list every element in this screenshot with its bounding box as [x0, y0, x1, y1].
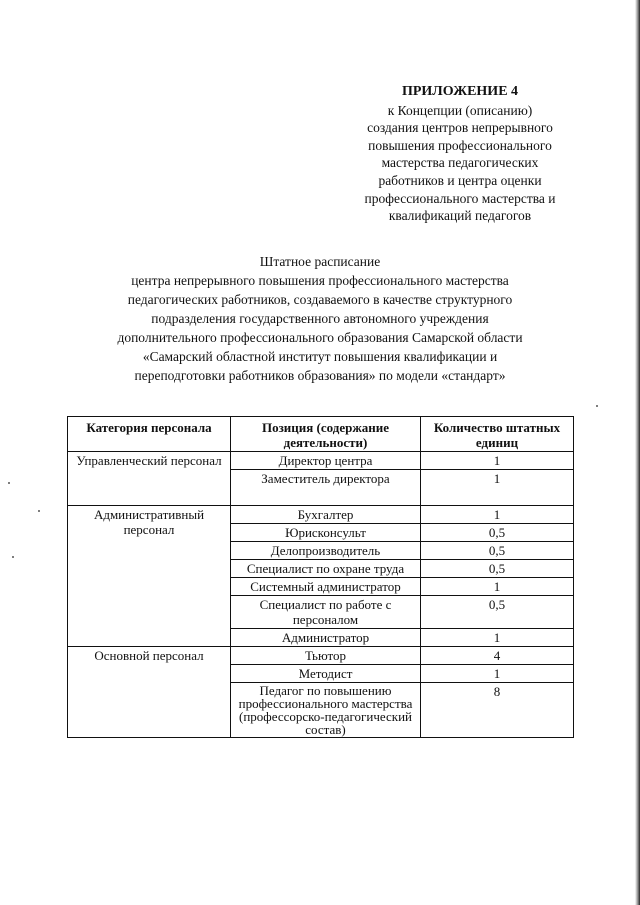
title-line: педагогических работников, создаваемого в качестве структурного [127, 292, 513, 307]
position-cell: Администратор [231, 629, 421, 647]
header-count: Количество штатных единиц [421, 417, 574, 452]
position-cell: Системный администратор [231, 578, 421, 596]
count-cell: 0,5 [421, 560, 574, 578]
appendix-line: работников и центра оценки [378, 172, 542, 188]
title-line: подразделения государственного автономного учреждения [151, 311, 489, 326]
position-cell: Педагог по повышению профессионального мастерства (профессорско-педагогический состав) [231, 683, 421, 738]
position-cell: Директор центра [231, 452, 421, 470]
count-cell: 0,5 [421, 596, 574, 629]
position-cell: Делопроизводитель [231, 542, 421, 560]
position-cell: Специалист по охране труда [231, 560, 421, 578]
position-cell: Специалист по работе с персоналом [231, 596, 421, 629]
title-line: Штатное расписание [259, 254, 381, 269]
appendix-line: создания центров непрерывного [367, 120, 553, 136]
count-cell: 1 [421, 506, 574, 524]
staffing-table [67, 416, 574, 738]
appendix-line: к Концепции (описанию) [387, 102, 533, 118]
scan-speck [8, 482, 10, 484]
category-cell: Административный персонал [68, 506, 231, 647]
position-cell: Юрисконсульт [231, 524, 421, 542]
title-line: «Самарский областной институт повышения квалификации и [142, 349, 498, 364]
header-category: Категория персонала [68, 417, 231, 452]
table-row [68, 452, 574, 470]
count-cell: 8 [421, 683, 574, 738]
appendix-line: мастерства педагогических [381, 155, 539, 171]
position-cell: Заместитель директора [231, 470, 421, 506]
appendix-line: повышения профессионального [368, 137, 552, 153]
table-row [68, 506, 574, 524]
appendix-line: квалификаций педагогов [388, 208, 532, 224]
appendix-line: профессионального мастерства и [364, 190, 556, 206]
count-cell: 1 [421, 578, 574, 596]
document-title [60, 252, 580, 385]
count-cell: 1 [421, 665, 574, 683]
table-header-row [68, 417, 574, 452]
position-cell: Бухгалтер [231, 506, 421, 524]
title-line: центра непрерывного повышения профессионального мастерства [131, 273, 509, 288]
count-cell: 1 [421, 629, 574, 647]
count-cell: 4 [421, 647, 574, 665]
position-cell: Тьютор [231, 647, 421, 665]
category-cell: Основной персонал [68, 647, 231, 738]
scan-speck [596, 405, 598, 407]
count-cell: 0,5 [421, 542, 574, 560]
count-cell: 1 [421, 452, 574, 470]
position-cell: Методист [231, 665, 421, 683]
scan-speck [38, 510, 40, 512]
title-line: переподготовки работников образования» по модели «стандарт» [134, 368, 506, 383]
scan-edge-shadow [635, 0, 640, 905]
appendix-block [340, 83, 580, 225]
category-cell: Управленческий персонал [68, 452, 231, 506]
count-cell: 1 [421, 470, 574, 506]
scan-speck [12, 556, 14, 558]
appendix-heading: ПРИЛОЖЕНИЕ 4 [401, 84, 519, 99]
table-row [68, 647, 574, 665]
header-position: Позиция (содержание деятельности) [231, 417, 421, 452]
title-line: дополнительного профессионального образования Самарской области [117, 330, 523, 345]
count-cell: 0,5 [421, 524, 574, 542]
